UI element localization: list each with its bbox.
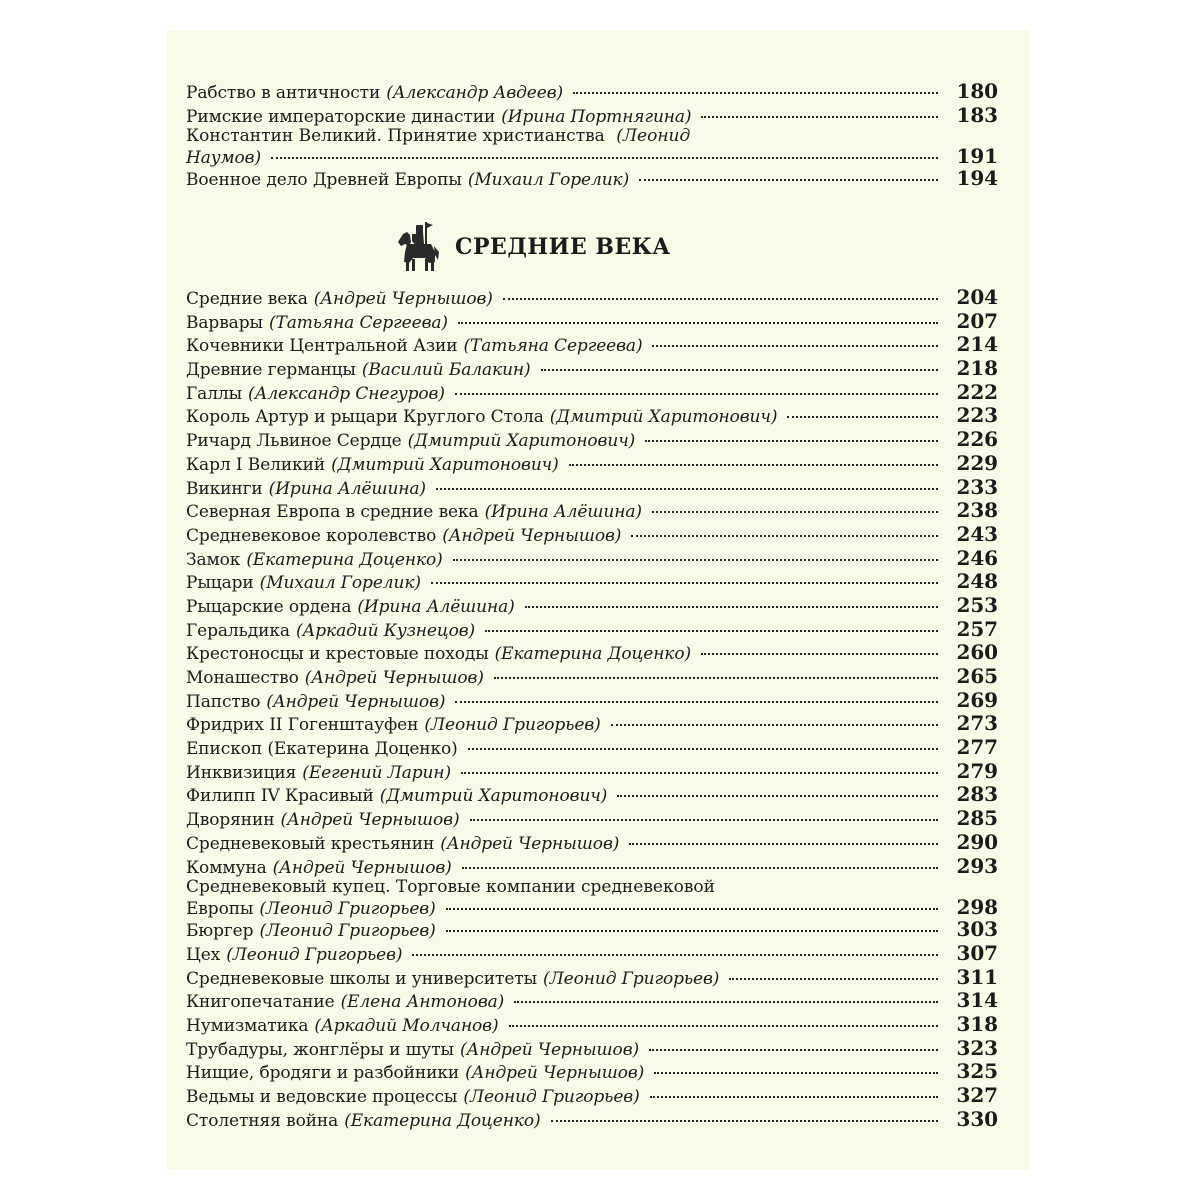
toc-entry: [186, 1013, 998, 1037]
entry-page-number: 298: [956, 895, 998, 920]
entry-page-number: 303: [956, 917, 998, 942]
toc-entry: [186, 942, 998, 966]
entry-author: (Василий Балакин): [361, 360, 531, 381]
toc-entry: [186, 783, 998, 807]
entry-title: Ведьмы и ведовские процессы: [186, 1087, 458, 1107]
entry-page-number: 277: [956, 735, 998, 760]
dot-leader: [650, 1096, 938, 1098]
toc-entry: [186, 1037, 998, 1061]
dot-leader: [453, 559, 938, 561]
dot-leader: [701, 116, 938, 118]
entry-author: (Александр Снегуров): [248, 383, 445, 404]
entry-author: (Михаил Горелик): [259, 573, 421, 594]
entry-page-number: 279: [956, 758, 998, 783]
entry-title: Замок: [186, 549, 241, 570]
toc-entry: [186, 807, 998, 831]
entry-author: (Ирина Портнягина): [501, 106, 692, 127]
entry-author: (Андрей Чернышов): [304, 668, 484, 688]
entry-author: (Леонид Григорьев): [463, 1087, 640, 1107]
entry-title: Инквизиция: [186, 762, 297, 783]
entry-title: Филипп IV Красивый: [186, 786, 374, 807]
entry-author: (Леонид Григорьев): [259, 899, 436, 920]
entry-author: (Екатерина Доценко): [246, 549, 443, 570]
section-title: СРЕДНИЕ ВЕКА: [455, 234, 671, 260]
entry-title: Геральдика: [186, 620, 290, 641]
dot-leader: [436, 488, 938, 490]
dot-leader: [654, 1072, 938, 1074]
entry-author: (Еегений Ларин): [302, 762, 452, 783]
entry-page-number: 191: [956, 144, 998, 169]
entry-page-number: 180: [956, 79, 998, 103]
toc-entry: [186, 1060, 998, 1084]
dot-leader: [468, 748, 938, 750]
toc-entry: [186, 760, 998, 784]
entry-author-continued: Наумов): [186, 148, 261, 169]
entry-author: (Александр Авдеев): [386, 83, 564, 103]
entry-page-number: 307: [956, 940, 998, 965]
toc-entry: [186, 357, 998, 381]
toc-entry: [186, 594, 998, 618]
toc-entry: [186, 333, 998, 357]
entry-title: Карл I Великий: [186, 454, 326, 475]
entry-author: (Татьяна Сергеева): [463, 336, 643, 357]
toc-entry-multiline: [186, 127, 998, 167]
dot-leader: [509, 1025, 938, 1027]
entry-title: Книгопечатание: [186, 992, 335, 1013]
entry-title: Рыцарские ордена: [186, 596, 352, 617]
toc-entry: [186, 966, 998, 990]
entry-title: Бюргер: [186, 921, 254, 942]
entry-page-number: 318: [956, 1011, 998, 1036]
dot-leader: [639, 179, 938, 181]
dot-leader: [652, 511, 938, 513]
dot-leader: [701, 653, 938, 655]
entry-page-number: 269: [956, 687, 998, 712]
entry-title: Нумизматика: [186, 1015, 309, 1036]
entry-title: Коммуна: [186, 857, 267, 878]
dot-leader: [470, 819, 938, 821]
toc-entry: [186, 736, 998, 760]
entry-author: (Андрей Чернышов): [280, 810, 460, 831]
entry-title: Варвары: [186, 312, 263, 333]
dot-leader: [551, 1120, 938, 1122]
toc-entry: [186, 1084, 998, 1108]
entry-title: Кочевники Центральной Азии: [186, 336, 458, 357]
dot-leader: [455, 701, 938, 703]
entry-page-number: 226: [956, 427, 998, 452]
entry-page-number: 293: [956, 853, 998, 878]
dot-leader: [446, 908, 938, 910]
entry-author: (Екатерина Доценко): [494, 644, 692, 665]
toc-entry: [186, 989, 998, 1013]
entry-page-number: 314: [956, 988, 998, 1013]
dot-leader: [541, 369, 938, 371]
entry-page-number: 257: [956, 616, 998, 641]
entry-title: Военное дело Древней Европы: [186, 170, 462, 191]
toc-entry-multiline: [186, 878, 998, 918]
entry-title: Трубадуры, жонглёры и шуты: [186, 1039, 454, 1060]
dot-leader: [652, 345, 938, 347]
entry-page-number: 229: [956, 450, 998, 475]
dot-leader: [446, 930, 938, 932]
dot-leader: [462, 867, 938, 869]
entry-title: Средневековое королевство: [186, 525, 437, 546]
entry-page-number: 222: [956, 379, 998, 404]
entry-title: Епископ (Екатерина Доценко): [186, 739, 458, 760]
dot-leader: [631, 535, 938, 537]
dot-leader: [569, 464, 938, 466]
entry-page-number: 218: [956, 356, 998, 381]
toc-entry: [186, 831, 998, 855]
toc-entry: [186, 641, 998, 665]
entry-author: (Леонид Григорьев): [424, 715, 601, 736]
entry-page-number: 204: [956, 285, 998, 309]
entry-author: (Екатерина Доценко): [344, 1110, 541, 1131]
dot-leader: [461, 772, 938, 774]
entry-page-number: 273: [956, 711, 998, 736]
entry-title: Средневековые школы и университеты: [186, 968, 538, 989]
entry-author: (Леонид: [616, 126, 691, 147]
dot-leader: [525, 606, 938, 608]
dot-leader: [503, 298, 938, 300]
entry-page-number: 238: [956, 498, 998, 523]
dot-leader: [455, 393, 938, 395]
toc-entry: [186, 547, 998, 571]
entry-author: (Леонид Григорьев): [226, 944, 403, 965]
entry-title-continued: Европы: [186, 899, 254, 920]
entry-author: (Дмитрий Харитонович): [407, 431, 636, 452]
entry-title: Фридрих II Гогенштауфен: [186, 715, 419, 736]
entry-title: Ричард Львиное Сердце: [186, 431, 402, 452]
entry-page-number: 248: [956, 569, 998, 594]
entry-author: (Леонид Григорьев): [543, 968, 720, 989]
toc-entry: [186, 499, 998, 523]
entry-page-number: 246: [956, 545, 998, 570]
dot-leader: [617, 795, 938, 797]
entry-title: Цех: [186, 944, 221, 965]
toc-entry: [186, 381, 998, 405]
toc-entry: [186, 476, 998, 500]
section-heading: [395, 222, 671, 272]
entry-page-number: 260: [956, 640, 998, 665]
entry-page-number: 330: [956, 1106, 998, 1131]
toc-entry: [186, 286, 998, 310]
dot-leader: [494, 677, 938, 679]
entry-page-number: 194: [956, 166, 998, 191]
entry-author: (Дмитрий Харитонович): [379, 786, 608, 807]
entry-page-number: 311: [956, 964, 998, 989]
dot-leader: [573, 92, 938, 94]
toc-top-block: [186, 80, 998, 191]
entry-author: (Андрей Чернышов): [459, 1039, 640, 1060]
entry-page-number: 214: [956, 332, 998, 357]
entry-page-number: 323: [956, 1035, 998, 1060]
entry-title: Рыцари: [186, 573, 254, 594]
entry-title: Король Артур и рыцари Круглого Стола: [186, 407, 544, 428]
entry-author: (Дмитрий Харитонович): [331, 454, 559, 475]
entry-title: Древние германцы: [186, 360, 356, 381]
entry-author: (Ирина Алёшина): [357, 596, 515, 617]
toc-entry: [186, 570, 998, 594]
dot-leader: [271, 157, 938, 159]
dot-leader: [514, 1001, 938, 1003]
entry-page-number: 233: [956, 474, 998, 499]
entry-author: (Елена Антонова): [340, 992, 505, 1013]
entry-page-number: 290: [956, 829, 998, 854]
toc-entry: [186, 167, 998, 191]
toc-entry: [186, 310, 998, 334]
toc-entry: [186, 918, 998, 942]
entry-title: Средневековый купец. Торговые компании средневековой: [186, 877, 715, 898]
entry-title: Папство: [186, 691, 261, 712]
toc-entry: [186, 428, 998, 452]
dot-leader: [649, 1049, 938, 1051]
entry-page-number: 253: [956, 592, 998, 617]
toc-entry: [186, 404, 998, 428]
entry-title: Крестоносцы и крестовые походы: [186, 644, 489, 665]
entry-author: (Ирина Алёшина): [484, 502, 642, 523]
toc-entry: [186, 712, 998, 736]
entry-title: Нищие, бродяги и разбойники: [186, 1063, 460, 1084]
entry-page-number: 325: [956, 1059, 998, 1084]
entry-title: Средние века: [186, 289, 308, 309]
knight-on-horse-icon: [395, 222, 441, 272]
entry-author: (Леонид Григорьев): [259, 921, 436, 942]
entry-author: (Андрей Чернышов): [313, 289, 493, 309]
toc-entry: [186, 80, 998, 104]
entry-title: Северная Европа в средние века: [186, 502, 479, 523]
entry-title: Дворянин: [186, 810, 275, 831]
entry-page-number: 327: [956, 1083, 998, 1107]
entry-title: Константин Великий. Принятие христианства: [186, 126, 605, 147]
entry-title: Столетняя война: [186, 1110, 339, 1131]
dot-leader: [431, 582, 938, 584]
toc-entry: [186, 523, 998, 547]
entry-title: Викинги: [186, 478, 263, 499]
entry-page-number: 243: [956, 521, 998, 546]
dot-leader: [611, 724, 938, 726]
entry-title: Монашество: [186, 668, 299, 688]
entry-author: (Михаил Горелик): [467, 170, 630, 191]
entry-author: (Андрей Чернышов): [440, 833, 620, 854]
entry-author: (Ирина Алёшина): [268, 478, 426, 499]
entry-author: (Андрей Чернышов): [442, 525, 622, 546]
entry-page-number: 285: [956, 806, 998, 831]
toc-entry: [186, 452, 998, 476]
entry-author: (Андрей Чернышов): [266, 691, 446, 712]
entry-title: Средневековый крестьянин: [186, 833, 435, 854]
entry-title: Галлы: [186, 383, 243, 404]
entry-page-number: 265: [956, 664, 998, 688]
toc-main-list: [186, 286, 998, 1131]
entry-author: (Аркадий Молчанов): [314, 1015, 499, 1036]
dot-leader: [412, 954, 938, 956]
entry-page-number: 207: [956, 308, 998, 333]
entry-author: (Андрей Чернышов): [272, 857, 452, 878]
toc-entry: [186, 689, 998, 713]
entry-title: Римские императорские династии: [186, 106, 496, 127]
dot-leader: [485, 630, 938, 632]
entry-title: Рабство в античности: [186, 83, 381, 103]
toc-entry: [186, 618, 998, 642]
entry-page-number: 283: [956, 782, 998, 807]
dot-leader: [787, 416, 938, 418]
toc-entry: [186, 855, 998, 879]
entry-page-number: 183: [956, 102, 998, 127]
entry-author: (Андрей Чернышов): [465, 1063, 645, 1084]
toc-entry: [186, 104, 998, 128]
toc-entry: [186, 665, 998, 689]
dot-leader: [729, 978, 938, 980]
entry-author: (Дмитрий Харитонович): [549, 407, 778, 428]
dot-leader: [629, 843, 938, 845]
entry-author: (Аркадий Кузнецов): [295, 620, 476, 641]
entry-author: (Татьяна Сергеева): [268, 312, 448, 333]
entry-page-number: 223: [956, 403, 998, 428]
dot-leader: [458, 322, 938, 324]
dot-leader: [645, 440, 938, 442]
toc-entry: [186, 1108, 998, 1132]
